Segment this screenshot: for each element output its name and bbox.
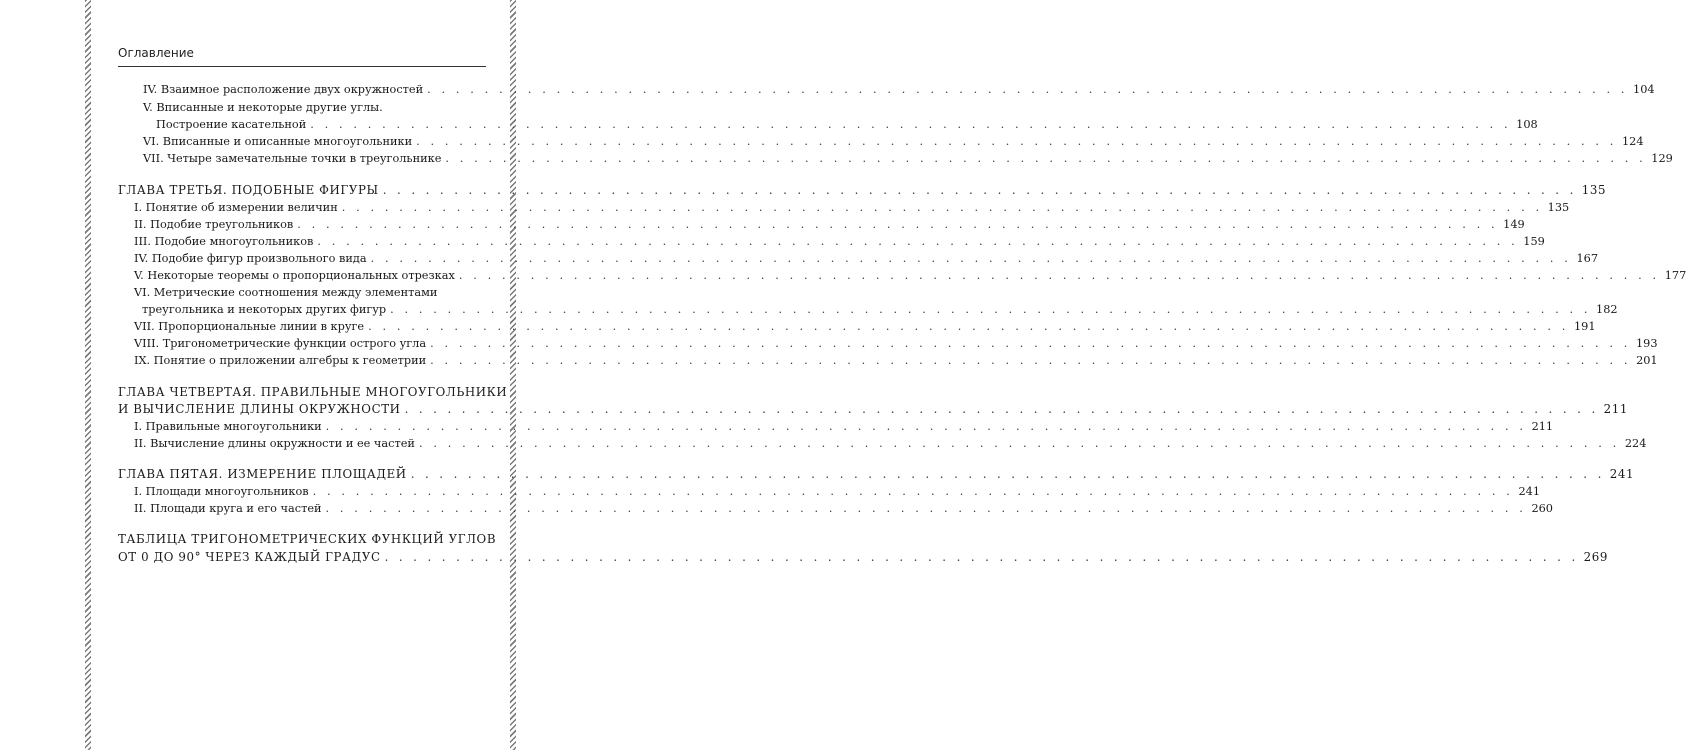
running-head: Оглавление	[118, 46, 194, 60]
toc-entry-page: 177	[1664, 269, 1686, 282]
toc-chapter-page: 269	[1583, 550, 1608, 564]
toc-chapter-title: ГЛАВА ПЯТАЯ. ИЗМЕРЕНИЕ ПЛОЩАДЕЙ	[118, 467, 407, 481]
toc-entry-title: IV. Взаимное расположение двух окружностей	[143, 83, 424, 96]
toc-entry	[0, 101, 631, 115]
toc-entry-page: 159	[1523, 235, 1545, 248]
toc-entry-title: Построение касательной	[156, 118, 307, 131]
toc-leader-dots	[401, 402, 1599, 416]
toc-entry-title: VIII. Тригонометрические функции острого угла	[134, 337, 427, 350]
toc-entry-title: треугольника и некоторых других фигур	[142, 303, 387, 316]
toc-entry-page: 211	[1531, 420, 1554, 433]
toc-chapter-title: ОТ 0 ДО 90° ЧЕРЕЗ КАЖДЫЙ ГРАДУС	[118, 550, 381, 564]
toc-leader-dots	[386, 303, 1591, 317]
toc-entry	[0, 437, 1647, 451]
toc-leader-dots	[322, 502, 1527, 516]
toc-entry-title: I. Понятие об измерении величин	[134, 201, 338, 214]
toc-entry	[0, 485, 1541, 499]
toc-entry-page: 167	[1576, 252, 1599, 265]
toc-entry-page: 224	[1624, 437, 1647, 450]
toc-entry-title: VI. Вписанные и описанные многоугольники	[143, 135, 413, 148]
toc-entry-title: VII. Четыре замечательные точки в треугольнике	[143, 152, 442, 165]
toc-entry-title: I. Площади многоугольников	[134, 485, 309, 498]
toc-entry	[0, 320, 1596, 334]
toc-leader-dots	[426, 354, 1631, 368]
toc-leader-dots	[322, 420, 1527, 434]
toc-leader-dots	[381, 550, 1579, 564]
toc-leader-dots	[309, 485, 1514, 499]
toc-chapter-title: ГЛАВА ЧЕТВЕРТАЯ. ПРАВИЛЬНЫЕ МНОГОУГОЛЬНИКИ	[118, 385, 508, 399]
toc-chapter	[0, 467, 1635, 481]
toc-entry-page: 193	[1636, 337, 1658, 350]
toc-entry-page: 135	[1547, 201, 1570, 214]
toc-entry	[0, 235, 1545, 249]
toc-entry	[0, 303, 1618, 317]
toc-entry-title: IV. Подобие фигур произвольного вида	[134, 252, 367, 265]
toc-entry	[0, 420, 1554, 434]
toc-leader-dots	[412, 135, 1617, 149]
toc-leader-dots	[313, 235, 1518, 249]
toc-leader-dots	[415, 437, 1620, 451]
toc-entry	[0, 502, 1553, 516]
toc-entry-title: VII. Пропорциональные линии в круге	[134, 320, 365, 333]
toc-leader-dots	[293, 218, 1498, 232]
toc-chapter-page: 241	[1609, 467, 1635, 481]
toc-entry-title: II. Подобие треугольников	[134, 218, 294, 231]
toc-chapter	[0, 532, 606, 546]
toc-entry-page: 260	[1531, 502, 1553, 515]
toc-chapter-title: ТАБЛИЦА ТРИГОНОМЕТРИЧЕСКИХ ФУНКЦИЙ УГЛОВ	[118, 532, 497, 546]
toc-chapter-page: 135	[1581, 183, 1607, 197]
toc-leader-dots	[441, 152, 1646, 166]
toc-entry-title: II. Площади круга и его частей	[134, 502, 322, 515]
toc-leader-dots	[379, 183, 1577, 197]
toc-entry-page: 241	[1518, 485, 1541, 498]
toc-chapter-title: И ВЫЧИСЛЕНИЕ ДЛИНЫ ОКРУЖНОСТИ	[118, 402, 401, 416]
toc-entry-title: V. Вписанные и некоторые другие углы.	[143, 101, 383, 114]
toc-chapter	[0, 550, 1608, 564]
toc-entry	[0, 286, 622, 300]
toc-leader-dots	[338, 201, 1543, 215]
toc-entry-title: VI. Метрические соотношения между элементами	[134, 286, 438, 299]
toc-chapter	[0, 402, 1628, 416]
toc-entry-page: 182	[1596, 303, 1618, 316]
toc-entry	[0, 252, 1599, 266]
toc-leader-dots	[455, 269, 1660, 283]
toc-entry-title: IX. Понятие о приложении алгебры к геометрии	[134, 354, 427, 367]
toc-entry-title: V. Некоторые теоремы о пропорциональных отрезках	[134, 269, 455, 282]
toc-leader-dots	[423, 83, 1628, 97]
toc-entry	[0, 83, 1655, 97]
toc-entry	[0, 218, 1525, 232]
toc-entry-page: 104	[1633, 83, 1655, 96]
toc-entry-title: II. Вычисление длины окружности и ее частей	[134, 437, 415, 450]
toc-chapter-title: ГЛАВА ТРЕТЬЯ. ПОДОБНЫЕ ФИГУРЫ	[118, 183, 379, 197]
toc-entry	[0, 337, 1658, 351]
toc-entry-page: 124	[1622, 135, 1644, 148]
toc-entry	[0, 269, 1686, 283]
toc-entry-page: 129	[1651, 152, 1673, 165]
toc-leader-dots	[364, 320, 1569, 334]
toc-chapter	[0, 183, 1607, 197]
toc-leader-dots	[407, 467, 1605, 481]
toc-entry-page: 191	[1573, 320, 1596, 333]
toc-chapter	[0, 385, 606, 399]
toc-entry	[0, 118, 1538, 132]
toc-chapter-page: 211	[1603, 402, 1628, 416]
toc-entry-page: 108	[1516, 118, 1538, 131]
toc-entry-title: I. Правильные многоугольники	[134, 420, 322, 433]
toc-entry-title: III. Подобие многоугольников	[134, 235, 314, 248]
toc-leader-dots	[306, 118, 1511, 132]
toc-entry-page: 149	[1503, 218, 1525, 231]
toc-entry	[0, 354, 1658, 368]
toc-leader-dots	[426, 337, 1631, 351]
toc-leader-dots	[367, 252, 1572, 266]
toc-entry	[0, 152, 1673, 166]
toc-entry	[0, 135, 1644, 149]
toc-entry-page: 201	[1636, 354, 1658, 367]
toc-entry	[0, 201, 1570, 215]
